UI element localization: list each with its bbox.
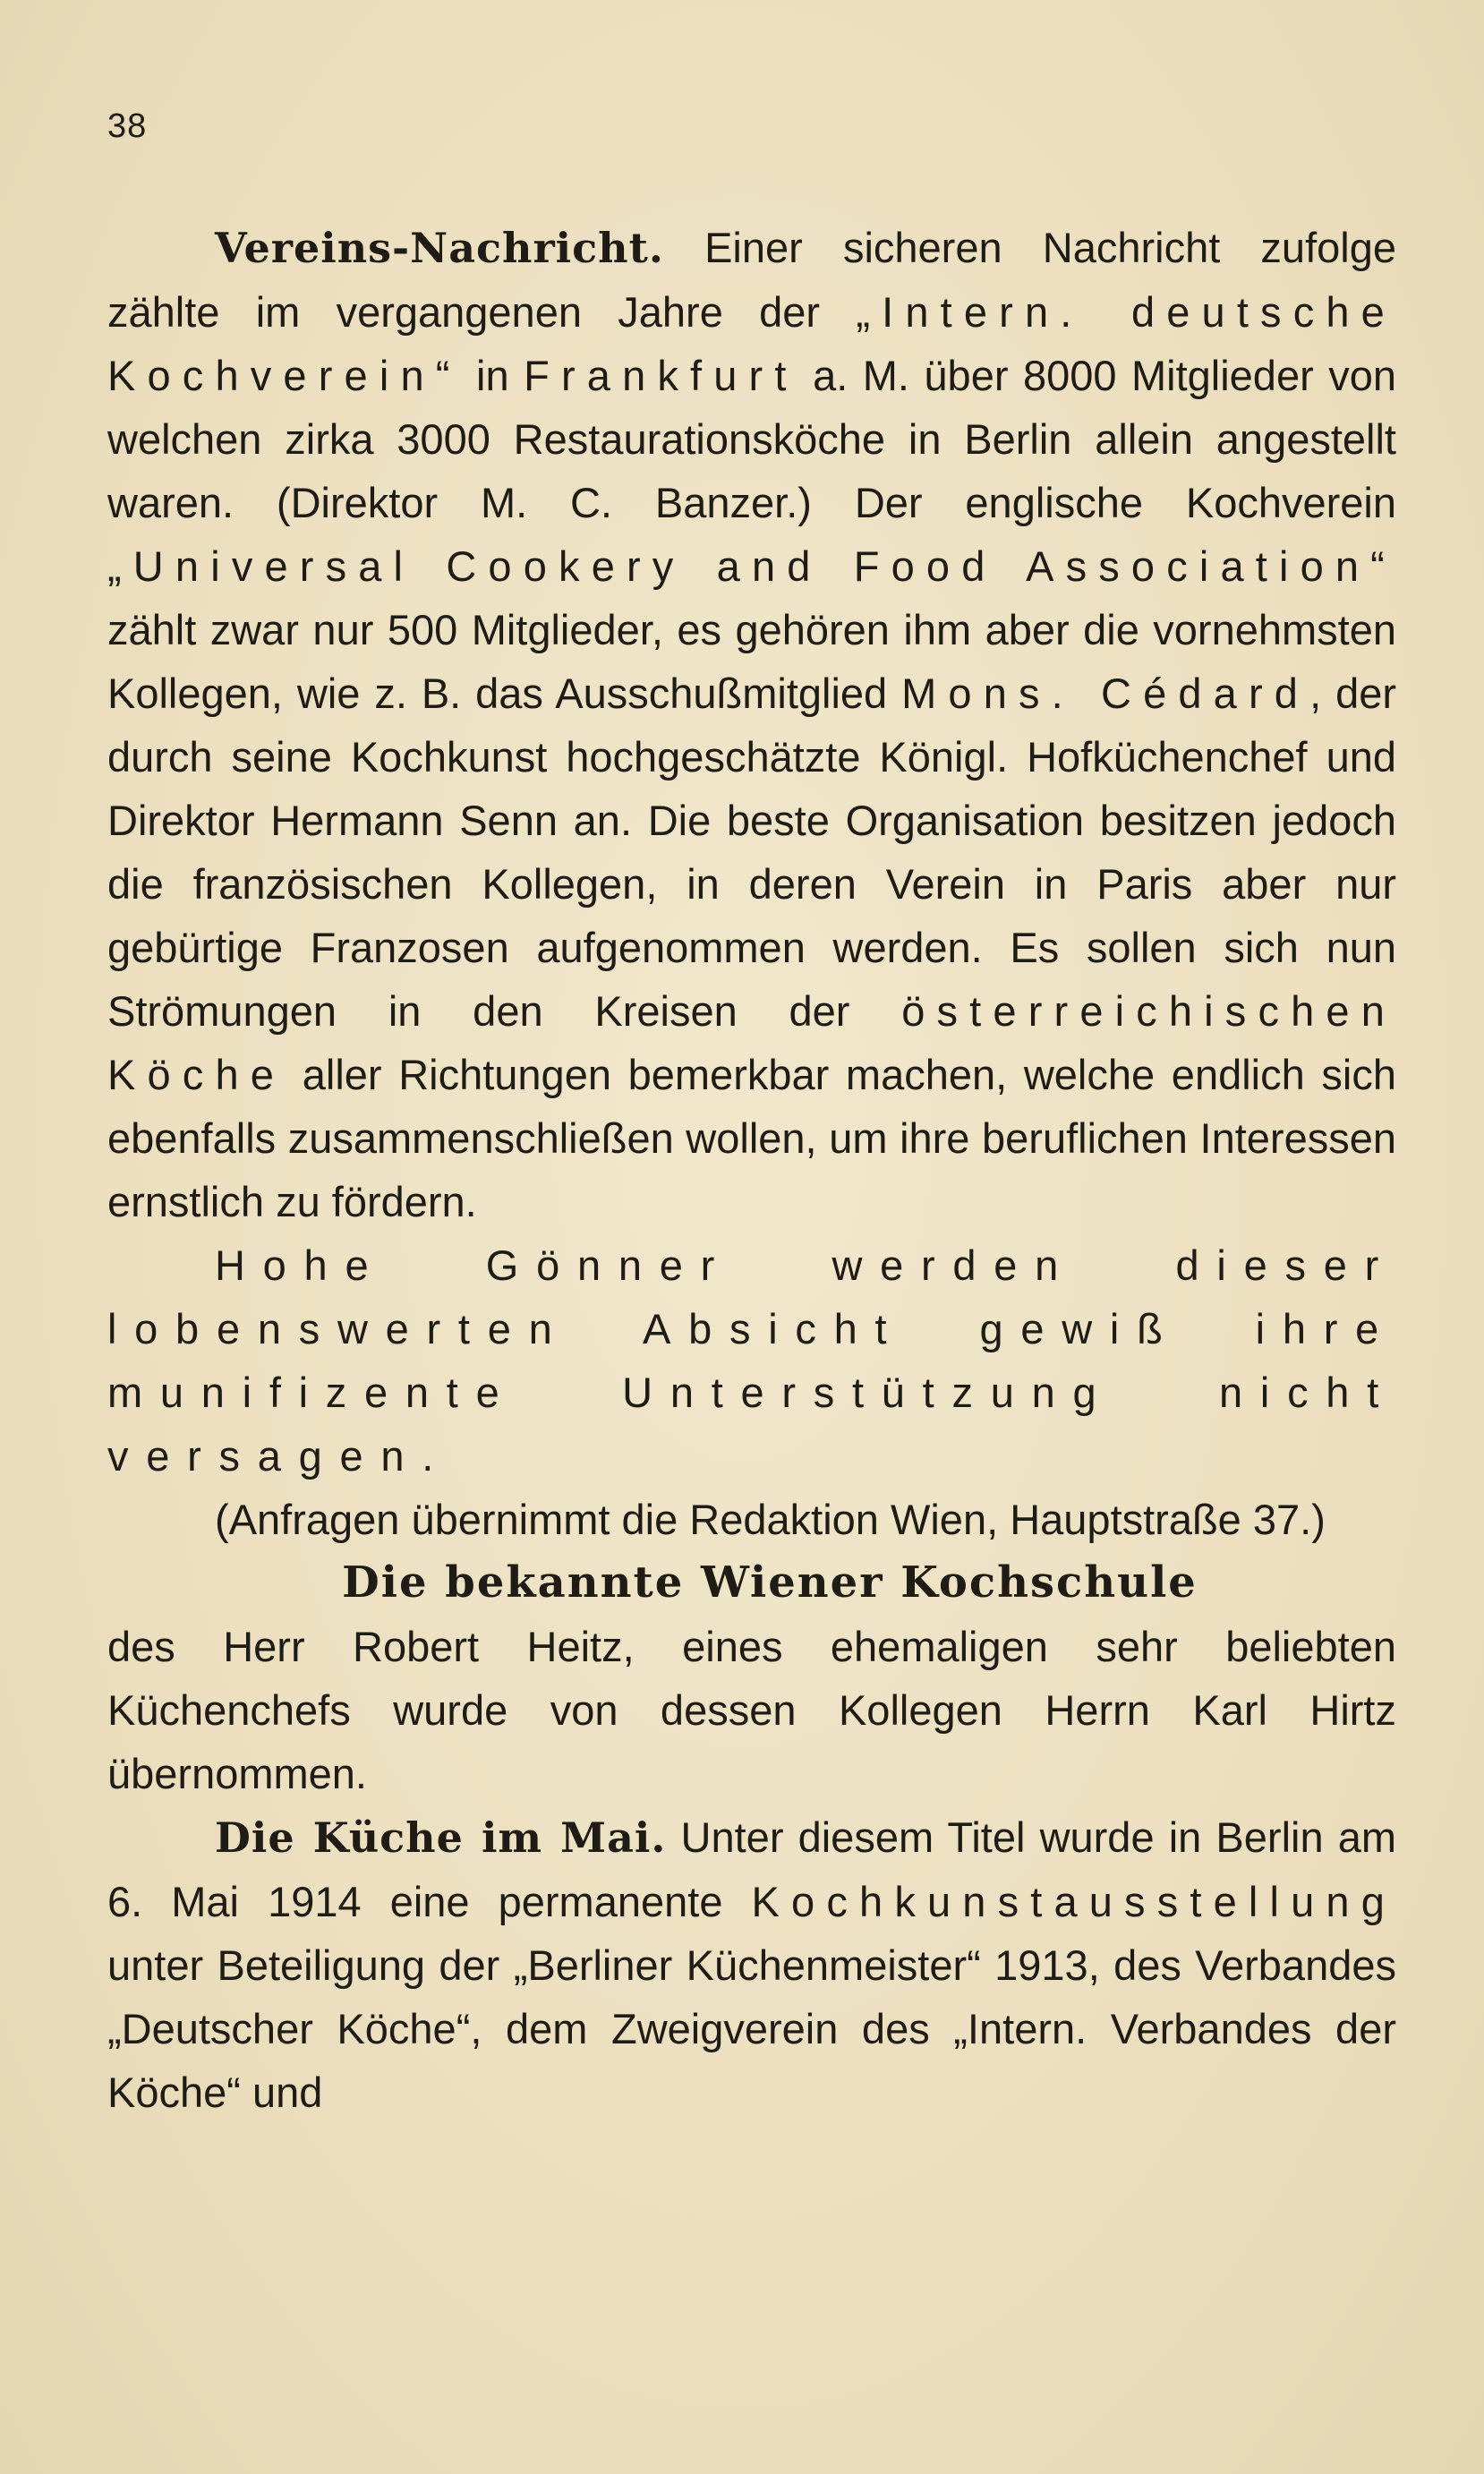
vereins-spaced-4: Mons. Cédard [901,670,1310,717]
page-number: 38 [107,107,148,145]
vereins-text-6: aller Richtungen bemerkbar machen, welche endlich sich ebenfalls zusammenschließen wollen, um ihre beruflichen Interessen ernstlich zu fördern. [107,1051,1396,1225]
article-vereins-nachricht [107,216,1396,1551]
vereins-text-2: in [461,352,525,399]
vereins-paragraph-1 [107,216,1396,1233]
kueche-text-2: unter Beteiligung der „Berliner Küchenmeister“ 1913, des Verbandes „Deutscher Köche“, dem Zweigverein des „Intern. Verbandes der Köche“ und [107,1941,1396,2116]
vereins-text-1: Einer sicheren Nachricht zufolge zählte im vergangenen Jahre der [107,224,1396,336]
vereins-text-5: , der durch seine Kochkunst hochgeschätzte Königl. Hofküchenchef und Direktor Hermann Senn an. Die beste Organisation besitzen jedoch die französischen Kollegen, in deren Verein in Paris aber nur gebürtige Franzosen aufgenommen werden. Es sollen sich nun Strömungen in den Kreisen der [107,670,1397,1035]
vereins-heading: Vereins-Nachricht. [215,224,664,272]
vereins-spaced-2: Frankfurt [524,352,798,399]
kueche-text-1: Unter diesem Titel wurde in Berlin am 6. Mai 1914 eine permanente [107,1813,1397,1925]
vereins-paragraph-3: (Anfragen übernimmt die Redaktion Wien, Hauptstraße 37.) [215,1496,1326,1543]
document-page [107,107,1396,2124]
vereins-text-3: a. M. über 8000 Mitglieder von welchen zirka 3000 Restaurationsköche in Berlin allein angestellt waren. (Direktor M. C. Banzer.) Der englische Kochverein [107,352,1396,526]
kueche-heading: Die Küche im Mai. [215,1813,667,1862]
kueche-paragraph [107,1805,1396,2124]
vereins-spaced-3: „Universal Cookery and Food Association“ [107,542,1396,590]
vereins-spaced-1: „Intern. deutsche Kochverein“ [107,288,1396,399]
article-kueche-im-mai [107,1805,1396,2124]
vereins-text-4: zählt zwar nur 500 Mitglieder, es gehören ihm aber die vornehmsten Kollegen, wie z. B. das Ausschußmitglied [107,606,1396,717]
vereins-paragraph-2: Hohe Gönner werden dieser lobenswerten Absicht gewiß ihre munifizente Unterstützung nicht versagen. [107,1241,1396,1480]
kochschule-body: des Herr Robert Heitz, eines ehemaligen sehr beliebten Küchenchefs wurde von dessen Kollegen Herrn Karl Hirtz übernommen. [107,1623,1396,1797]
vereins-spaced-5: österreichischen Köche [107,987,1396,1098]
kochschule-heading: Die bekannte Wiener Kochschule [342,1557,1198,1608]
article-kochschule [107,1551,1396,1805]
kueche-spaced-1: Kochkunstausstellung [751,1878,1396,1925]
